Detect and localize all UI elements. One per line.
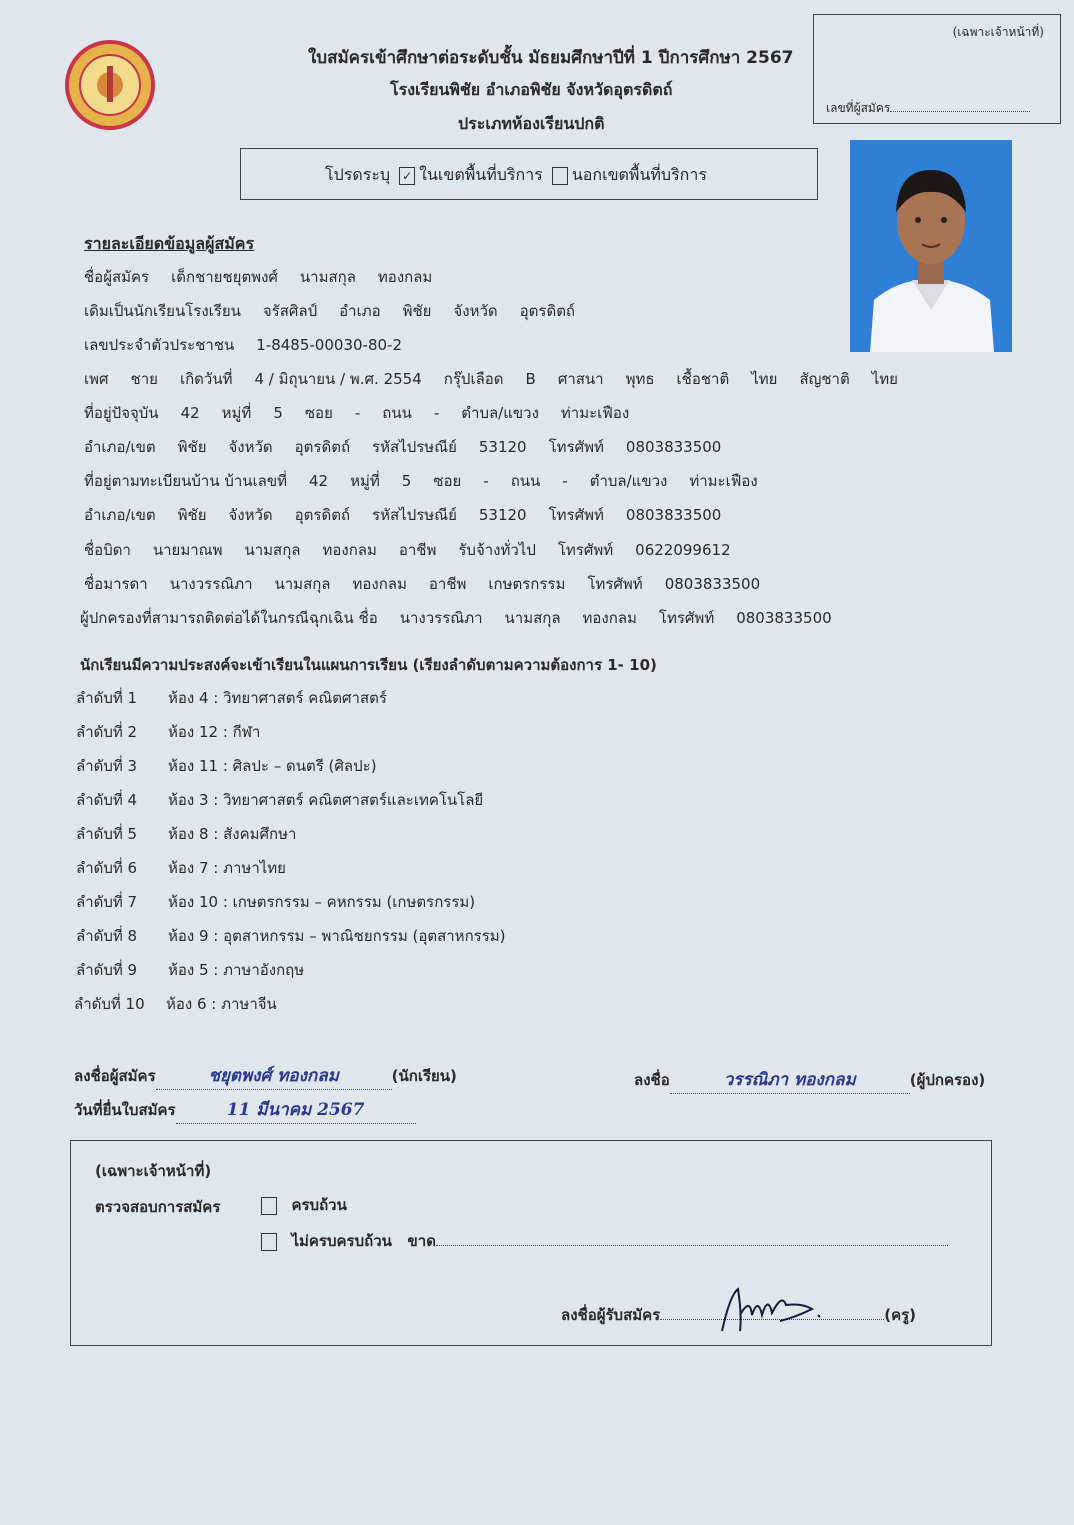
preference-room: ห้อง 6 : ภาษาจีน: [166, 995, 277, 1013]
mother-row: [84, 572, 782, 596]
field-text: อำเภอ/เขต: [84, 438, 156, 456]
officer-box: [813, 14, 1061, 124]
registered-address-row-2: [84, 503, 743, 527]
receiver-signature-line: ลงชื่อผู้รับสมัคร (ครู): [561, 1303, 916, 1327]
preference-rank: ลำดับที่ 6: [76, 859, 138, 877]
field-text: หมู่ที่: [350, 472, 380, 490]
field-text: ซอย: [433, 472, 462, 490]
preference-rank: ลำดับที่ 4: [76, 791, 138, 809]
complete-option[interactable]: ครบถ้วน: [257, 1193, 347, 1217]
guardian-signature: วรรณิภา ทองกลม: [723, 1070, 856, 1090]
guardian-signature-line: ลงชื่อ วรรณิภา ทองกลม (ผู้ปกครอง): [634, 1066, 985, 1094]
previous-school-row: [84, 299, 597, 323]
field-text: ชาย: [130, 370, 158, 388]
field-text: รหัสไปรษณีย์: [372, 506, 457, 524]
field-text: ชื่อผู้สมัคร: [84, 268, 150, 286]
preference-room: ห้อง 8 : สังคมศึกษา: [168, 825, 297, 843]
field-text: ศาสนา: [557, 370, 604, 388]
field-text: ไทย: [751, 370, 778, 388]
field-text: เกษตรกรรม: [488, 575, 566, 593]
field-text: พุทธ: [625, 370, 655, 388]
field-text: ชื่อบิดา: [84, 541, 131, 559]
field-text: นางวรรณิภา: [169, 575, 253, 593]
officer-note: (เฉพาะเจ้าหน้าที่): [952, 25, 1044, 39]
field-text: ทองกลม: [352, 575, 407, 593]
field-text: โทรศัพท์: [548, 506, 604, 524]
preference-item: [76, 720, 260, 744]
school-seal-logo: [64, 40, 156, 130]
officer-section-box: [70, 1140, 992, 1346]
field-text: นางวรรณิภา: [399, 609, 483, 627]
preference-item: [76, 856, 286, 880]
incomplete-checkbox[interactable]: [261, 1233, 277, 1251]
area-select-label: โปรดระบุ: [325, 165, 391, 184]
field-text: ตำบล/แขวง: [461, 404, 539, 422]
school-name: โรงเรียนพิชัย อำเภอพิชัย จังหวัดอุตรดิตถ์: [390, 80, 673, 99]
name-row: [84, 265, 454, 289]
field-text: -: [433, 404, 440, 422]
preference-item: [74, 992, 277, 1016]
applicant-number-field[interactable]: [826, 99, 1030, 118]
field-text: -: [562, 472, 568, 490]
field-text: โทรศัพท์: [557, 541, 614, 559]
applicant-signature-line: ลงชื่อผู้สมัคร ชยุตพงศ์ ทองกลม (นักเรียน): [74, 1062, 457, 1090]
id-row: [84, 333, 424, 357]
field-text: ไทย: [871, 370, 898, 388]
preference-item: [76, 788, 483, 812]
preference-rank: ลำดับที่ 2: [76, 723, 138, 741]
field-text: อำเภอ: [339, 302, 381, 320]
current-address-row: [84, 401, 651, 425]
field-text: สัญชาติ: [799, 370, 850, 388]
preference-room: ห้อง 10 : เกษตรกรรม – คหกรรม (เกษตรกรรม): [168, 893, 476, 911]
field-text: ทองกลม: [582, 609, 637, 627]
field-text: ที่อยู่ตามทะเบียนบ้าน บ้านเลขที่: [84, 472, 287, 490]
classroom-type: ประเภทห้องเรียนปกติ: [458, 114, 605, 133]
preference-room: ห้อง 4 : วิทยาศาสตร์ คณิตศาสตร์: [168, 689, 387, 707]
application-date-line: วันที่ยื่นใบสมัคร 11 มีนาคม 2567: [74, 1096, 416, 1124]
form-title: ใบสมัครเข้าศึกษาต่อระดับชั้น มัธยมศึกษาปีที่ 1 ปีการศึกษา 2567: [308, 48, 794, 68]
field-text: -: [354, 404, 361, 422]
field-text: อุตรดิตถ์: [519, 302, 576, 320]
field-text: อาชีพ: [428, 575, 467, 593]
complete-checkbox[interactable]: [261, 1197, 277, 1215]
area-select-box: [240, 148, 818, 200]
out-area-label: นอกเขตพื้นที่บริการ: [571, 165, 707, 184]
field-text: อุตรดิตถ์: [294, 506, 351, 524]
field-text: ตำบล/แขวง: [589, 472, 668, 490]
field-text: นามสกุล: [244, 541, 301, 559]
field-text: 0803833500: [736, 609, 832, 627]
field-text: อุตรดิตถ์: [294, 438, 351, 456]
field-text: โทรศัพท์: [548, 438, 604, 456]
field-text: โทรศัพท์: [587, 575, 643, 593]
preference-room: ห้อง 9 : อุตสาหกรรม – พาณิชยกรรม (อุตสาหกรรม): [168, 927, 506, 945]
father-row: [84, 538, 753, 562]
field-text: กรุ๊ปเลือด: [443, 370, 504, 388]
field-text: ถนน: [382, 404, 412, 422]
field-text: จรัสศิลป์: [262, 302, 318, 320]
field-text: เดิมเป็นนักเรียนโรงเรียน: [84, 302, 241, 320]
field-text: 53120: [478, 506, 527, 524]
field-text: 0803833500: [625, 438, 722, 456]
applicant-name: เด็กชายชยุตพงศ์: [171, 268, 278, 286]
applicant-signature: ชยุตพงศ์ ทองกลม: [208, 1066, 339, 1086]
preference-room: ห้อง 7 : ภาษาไทย: [168, 859, 286, 877]
field-text: หมู่ที่: [221, 404, 252, 422]
preference-rank: ลำดับที่ 8: [76, 927, 138, 945]
field-text: ถนน: [510, 472, 541, 490]
field-text: นามสกุล: [274, 575, 331, 593]
field-text: อำเภอ/เขต: [84, 506, 156, 524]
field-text: 5: [401, 472, 412, 490]
preference-item: [76, 686, 387, 710]
field-text: 53120: [478, 438, 527, 456]
application-date: 11 มีนาคม 2567: [226, 1100, 365, 1120]
field-text: 0803833500: [625, 506, 722, 524]
birth-date: 4 / มิถุนายน / พ.ศ. 2554: [254, 370, 422, 388]
incomplete-option[interactable]: ไม่ครบครบถ้วน ขาด: [257, 1229, 948, 1253]
personal-info-row: [84, 367, 920, 391]
applicant-surname: ทองกลม: [377, 268, 433, 286]
field-text: 42: [309, 472, 329, 490]
preference-item: [76, 890, 475, 914]
details-heading: รายละเอียดข้อมูลผู้สมัคร: [84, 234, 255, 253]
officer-section-note: (เฉพาะเจ้าหน้าที่): [95, 1162, 212, 1180]
field-text: ซอย: [304, 404, 333, 422]
field-text: 5: [273, 404, 283, 422]
field-text: พิชัย: [177, 506, 207, 524]
preference-item: [76, 754, 377, 778]
field-text: 0803833500: [664, 575, 761, 593]
field-text: จังหวัด: [228, 438, 273, 456]
field-text: เลขประจำตัวประชาชน: [84, 336, 235, 354]
field-text: จังหวัด: [453, 302, 498, 320]
field-text: พิชัย: [402, 302, 432, 320]
preference-rank: ลำดับที่ 10: [74, 995, 145, 1013]
preference-room: ห้อง 12 : กีฬา: [168, 723, 261, 741]
preference-rank: ลำดับที่ 9: [76, 961, 138, 979]
registered-address-row: [84, 469, 780, 493]
field-text: เกิดวันที่: [179, 370, 233, 388]
field-text: นามสกุล: [504, 609, 561, 627]
field-text: รหัสไปรษณีย์: [372, 438, 457, 456]
preference-item: [76, 822, 296, 846]
field-text: จังหวัด: [228, 506, 273, 524]
preference-room: ห้อง 5 : ภาษาอังกฤษ: [168, 961, 305, 979]
in-area-label: ในเขตพื้นที่บริการ: [419, 165, 543, 184]
field-text: เชื้อชาติ: [676, 370, 730, 388]
current-address-row-2: [84, 435, 743, 459]
preference-room: ห้อง 3 : วิทยาศาสตร์ คณิตศาสตร์และเทคโนโลยี: [168, 791, 484, 809]
field-text: ชื่อมารดา: [84, 575, 148, 593]
in-area-checkbox[interactable]: ✓: [399, 167, 415, 185]
field-text: นามสกุล: [299, 268, 356, 286]
preference-rank: ลำดับที่ 3: [76, 757, 138, 775]
guardian-row: [80, 606, 854, 630]
applicant-number-label: เลขที่ผู้สมัคร: [826, 101, 891, 115]
field-text: ที่อยู่ปัจจุบัน: [84, 404, 159, 422]
applicant-photo: [850, 140, 1012, 352]
field-text: รับจ้างทั่วไป: [458, 541, 536, 559]
field-text: ท่ามะเฟือง: [560, 404, 630, 422]
field-text: B: [525, 370, 536, 388]
receiver-signature: [716, 1285, 836, 1335]
field-text: พิชัย: [177, 438, 207, 456]
field-text: ผู้ปกครองที่สามารถติดต่อได้ในกรณีฉุกเฉิน ชื่อ: [80, 609, 378, 627]
preference-item: [76, 924, 506, 948]
preference-rank: ลำดับที่ 1: [76, 689, 138, 707]
field-text: ทองกลม: [322, 541, 377, 559]
field-text: ท่ามะเฟือง: [689, 472, 758, 490]
field-text: อาชีพ: [398, 541, 437, 559]
field-text: 42: [180, 404, 200, 422]
preferences-heading: นักเรียนมีความประสงค์จะเข้าเรียนในแผนการเรียน (เรียงลำดับตามความต้องการ 1- 10): [80, 656, 657, 674]
check-label: ตรวจสอบการสมัคร: [95, 1198, 221, 1216]
field-text: 0622099612: [635, 541, 731, 559]
out-area-checkbox[interactable]: [552, 167, 568, 185]
field-text: นายมาณพ: [152, 541, 223, 559]
field-text: -: [483, 472, 489, 490]
preference-item: [76, 958, 304, 982]
citizen-id: 1-8485-00030-80-2: [256, 336, 402, 354]
preference-room: ห้อง 11 : ศิลปะ – ดนตรี (ศิลปะ): [168, 757, 377, 775]
preference-rank: ลำดับที่ 7: [76, 893, 138, 911]
field-text: โทรศัพท์: [658, 609, 715, 627]
preference-rank: ลำดับที่ 5: [76, 825, 138, 843]
field-text: เพศ: [84, 370, 109, 388]
